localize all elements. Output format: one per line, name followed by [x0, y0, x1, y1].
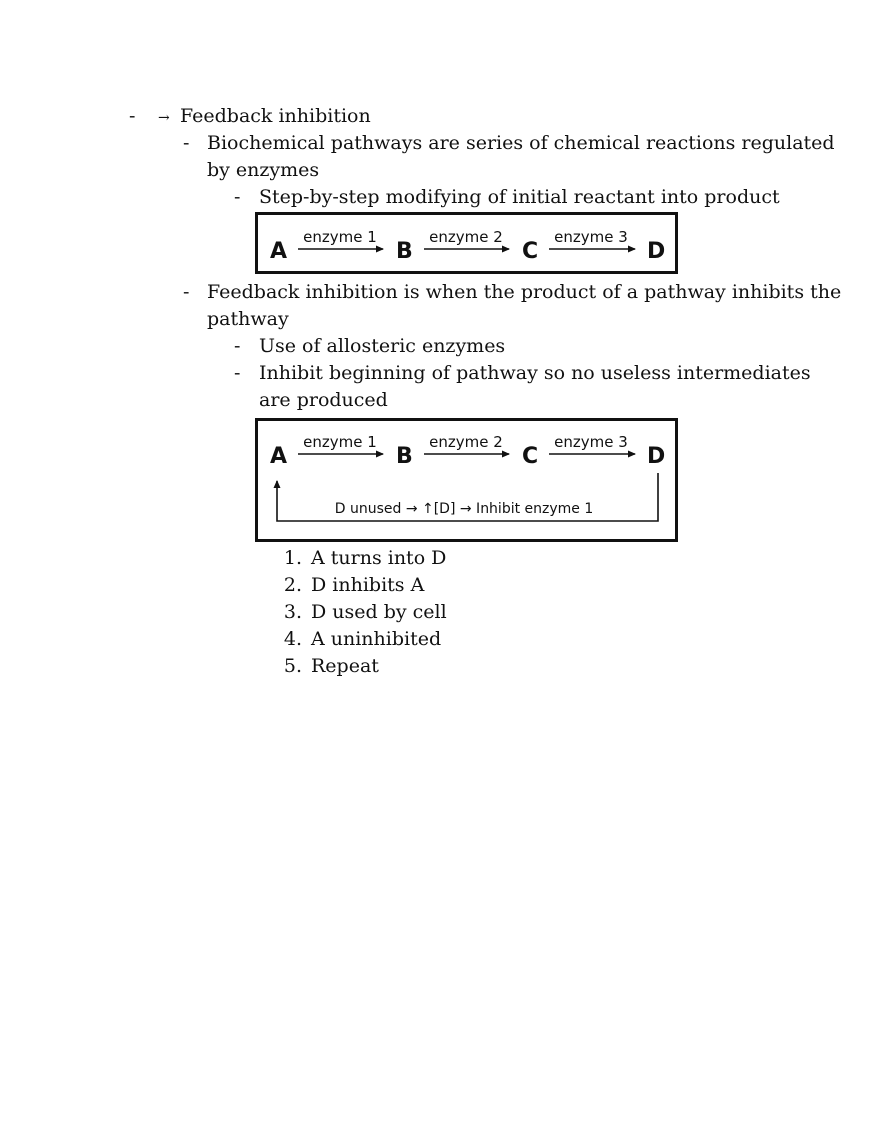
enzyme-3-label: enzyme 3	[554, 433, 628, 451]
bullet-dash: -	[234, 335, 241, 357]
node-c: C	[522, 444, 539, 469]
pathway-diagram	[255, 212, 678, 274]
bullet-dash: -	[183, 132, 190, 154]
feedback-text-line1: Feedback inhibition is when the product of a pathway inhibits the	[207, 281, 842, 303]
inhibit-text-line2: are produced	[259, 389, 388, 411]
bullet-dash: -	[183, 281, 190, 303]
allosteric-text: Use of allosteric enzymes	[259, 335, 506, 357]
heading-feedback-inhibition: Feedback inhibition	[180, 105, 371, 127]
feedback-label: D unused → ↑[D] → Inhibit enzyme 1	[334, 501, 594, 517]
node-b: B	[396, 239, 413, 264]
step-text: D used by cell	[311, 601, 447, 623]
step-number: 3.	[283, 601, 302, 623]
node-c: C	[522, 239, 539, 264]
pathway-diagram-svg	[258, 215, 681, 277]
step-text: A uninhibited	[311, 628, 442, 650]
node-d: D	[647, 239, 666, 264]
pathways-text-line1: Biochemical pathways are series of chemical reactions regulated	[207, 132, 835, 154]
pathways-text-line2: by enzymes	[207, 159, 320, 181]
feedback-text-line2: pathway	[207, 308, 289, 330]
enzyme-1-label: enzyme 1	[303, 433, 377, 451]
enzyme-3-label: enzyme 3	[554, 228, 628, 246]
inhibit-text-line1: Inhibit beginning of pathway so no useless intermediates	[259, 362, 811, 384]
enzyme-2-label: enzyme 2	[429, 228, 503, 246]
step-number: 1.	[283, 547, 302, 569]
bullet-dash: -	[234, 362, 241, 384]
node-b: B	[396, 444, 413, 469]
bullet-dash: -	[234, 186, 241, 208]
node-d: D	[647, 444, 666, 469]
step-text: D inhibits A	[311, 574, 425, 596]
enzyme-2-label: enzyme 2	[429, 433, 503, 451]
node-a: A	[270, 239, 288, 264]
step-number: 4.	[283, 628, 302, 650]
arrow-marker-icon: →	[158, 110, 170, 126]
bullet-dash: -	[129, 105, 136, 127]
step-text: A turns into D	[311, 547, 447, 569]
step-text: Repeat	[311, 655, 379, 677]
node-a: A	[270, 444, 288, 469]
step-by-step-text: Step-by-step modifying of initial reactant into product	[259, 186, 780, 208]
enzyme-1-label: enzyme 1	[303, 228, 377, 246]
step-number: 2.	[283, 574, 302, 596]
feedback-diagram-svg	[258, 421, 681, 545]
step-number: 5.	[283, 655, 302, 677]
feedback-diagram	[255, 418, 678, 542]
